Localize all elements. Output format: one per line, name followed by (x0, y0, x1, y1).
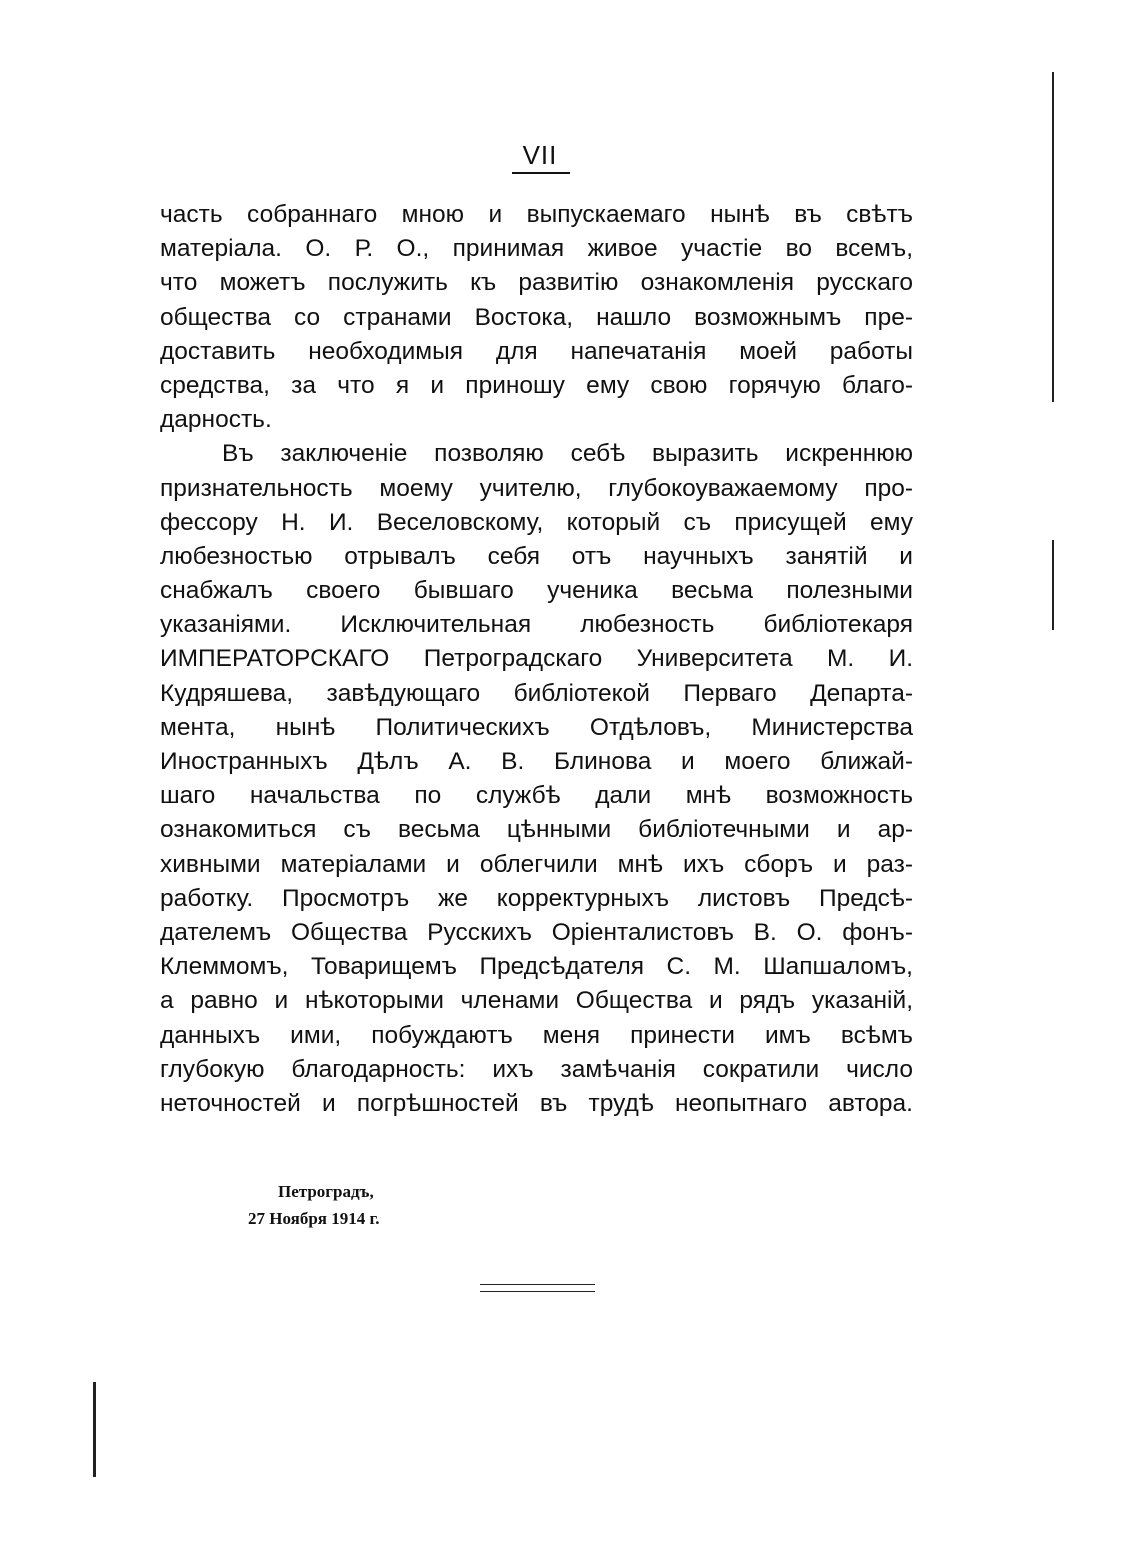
signature-place: Петроградъ, (278, 1182, 374, 1201)
text-line: средства, за что я и приношу ему свою горячую благо- (160, 371, 913, 399)
text-line: фессору Н. И. Веселовскому, который съ присущей ему (160, 508, 913, 536)
closing-double-rule (480, 1284, 595, 1292)
signature-date: 27 Ноября 1914 г. (248, 1209, 380, 1228)
text-line-paragraph-start: Въ заключеніе позволяю себѣ выразить искреннюю (222, 440, 913, 468)
text-line: Клеммомъ, Товарищемъ Предсѣдателя С. М. Шапшаломъ, (160, 953, 913, 981)
page-number-underline (512, 172, 570, 174)
text-line: указаніями. Исключительная любезность библіотекаря (160, 611, 913, 639)
text-line: а равно и нѣкоторыми членами Общества и рядъ указаній, (160, 987, 913, 1015)
page-number: VII (522, 140, 558, 170)
text-line: данныхъ ими, побуждаютъ меня принести имъ всѣмъ (160, 1021, 913, 1049)
text-line: работку. Просмотръ же корректурныхъ листовъ Предсѣ- (160, 884, 913, 912)
text-line: общества со странами Востока, нашло возможнымъ пре- (160, 303, 913, 331)
text-line: глубокую благодарность: ихъ замѣчанія сократили число (160, 1055, 913, 1083)
scan-edge-mark-right (1052, 72, 1054, 402)
signature-block (248, 1178, 380, 1232)
text-line: шаго начальства по службѣ дали мнѣ возможность (160, 782, 913, 810)
text-line: часть собраннаго мною и выпускаемаго нынѣ въ свѣтъ (160, 201, 913, 228)
text-line: доставить необходимыя для напечатанія моей работы (160, 337, 913, 365)
text-line: ознакомиться съ весьма цѣнными библіотечными и ар- (160, 816, 913, 844)
text-line: неточностей и погрѣшностей въ трудѣ неопытнаго автора. (160, 1089, 913, 1117)
text-line: мента, нынѣ Политическихъ Отдѣловъ, Министерства (160, 713, 913, 741)
text-line: любезностью отрывалъ себя отъ научныхъ занятій и (160, 542, 913, 570)
scan-edge-mark-right-lower (1052, 540, 1054, 630)
scan-edge-mark-left (93, 1382, 96, 1477)
text-line: хивными матеріалами и облегчили мнѣ ихъ сборъ и раз- (160, 850, 913, 878)
text-line: Кудряшева, завѣдующаго библіотекой Перваго Департа- (160, 679, 913, 707)
text-line: ИМПЕРАТОРСКАГО Петроградскаго Университета М. И. (160, 645, 913, 673)
text-line: признательность моему учителю, глубокоуважаемому про- (160, 474, 913, 502)
text-line: матеріала. О. Р. О., принимая живое участіе во всемъ, (160, 235, 913, 263)
body-text (160, 198, 913, 1121)
text-line: дарность. (160, 406, 272, 434)
text-line: снабжалъ своего бывшаго ученика весьма полезными (160, 577, 913, 605)
text-line: дателемъ Общества Русскихъ Оріенталистовъ В. О. фонъ- (160, 918, 913, 946)
text-line: Иностранныхъ Дѣлъ А. В. Блинова и моего ближай- (160, 748, 913, 775)
text-line: что можетъ послужить къ развитію ознакомленія русскаго (160, 269, 913, 297)
